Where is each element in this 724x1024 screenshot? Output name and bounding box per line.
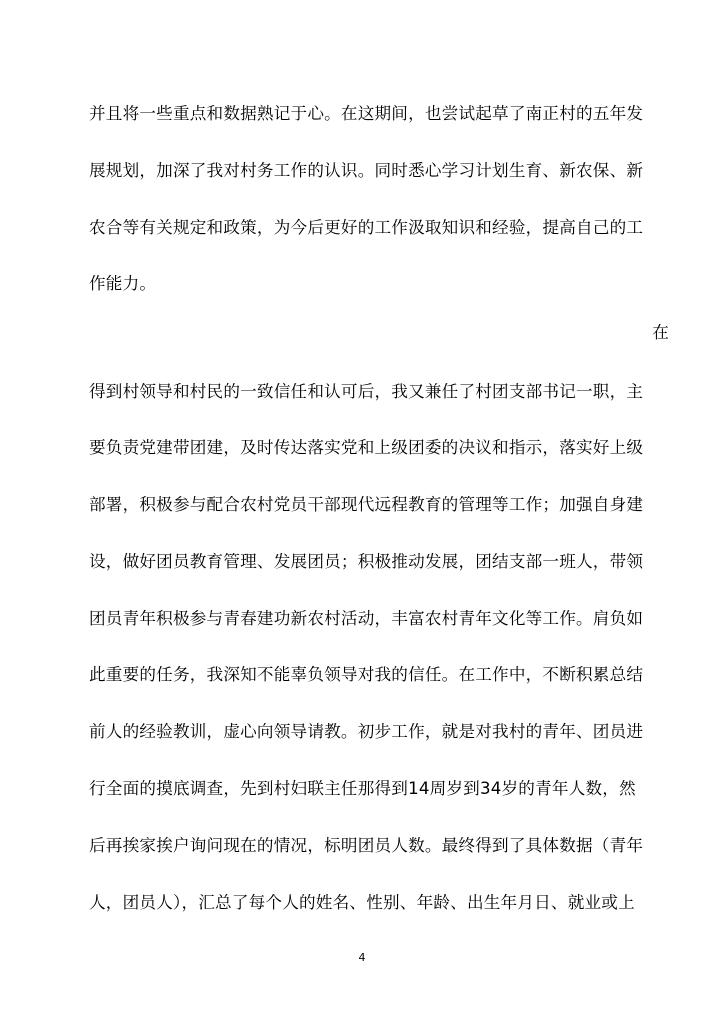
text-line-10: 团员青年积极参与青春建功新农村活动，丰富农村青年文化等工作。肩负如 bbox=[89, 609, 644, 628]
text-line-7: 要负责党建带团建，及时传达落实党和上级团委的决议和指示，落实好上级 bbox=[89, 438, 644, 457]
text-line-8: 部署，积极参与配合农村党员干部现代远程教育的管理等工作；加强自身建 bbox=[89, 495, 644, 514]
text-line-13: 行全面的摸底调查，先到村妇联主任那得到14周岁到34岁的青年人数，然 bbox=[89, 779, 636, 798]
text-line-1: 并且将一些重点和数据熟记于心。在这期间，也尝试起草了南正村的五年发 bbox=[89, 104, 644, 123]
text-line-14: 后再挨家挨户询问现在的情况，标明团员人数。最终得到了具体数据（青年 bbox=[89, 836, 644, 855]
text-line-11: 此重要的任务，我深知不能辜负领导对我的信任。在工作中，不断积累总结 bbox=[89, 665, 644, 684]
text-line-4: 作能力。 bbox=[89, 274, 157, 293]
text-line-9: 设，做好团员教育管理、发展团员；积极推动发展，团结支部一班人，带领 bbox=[89, 552, 644, 571]
text-line-12: 前人的经验教训，虚心向领导请教。初步工作，就是对我村的青年、团员进 bbox=[89, 722, 644, 741]
text-line-2: 展规划，加深了我对村务工作的认识。同时悉心学习计划生育、新农保、新 bbox=[89, 161, 644, 180]
page-number: 4 bbox=[358, 951, 366, 964]
text-line-6: 得到村领导和村民的一致信任和认可后，我又兼任了村团支部书记一职，主 bbox=[89, 382, 644, 401]
text-line-5: 在 bbox=[652, 323, 669, 342]
text-line-15: 人，团员人），汇总了每个人的姓名、性别、年龄、出生年月日、就业或上 bbox=[89, 893, 635, 912]
text-line-3: 农合等有关规定和政策，为今后更好的工作汲取知识和经验，提高自己的工 bbox=[89, 218, 644, 237]
